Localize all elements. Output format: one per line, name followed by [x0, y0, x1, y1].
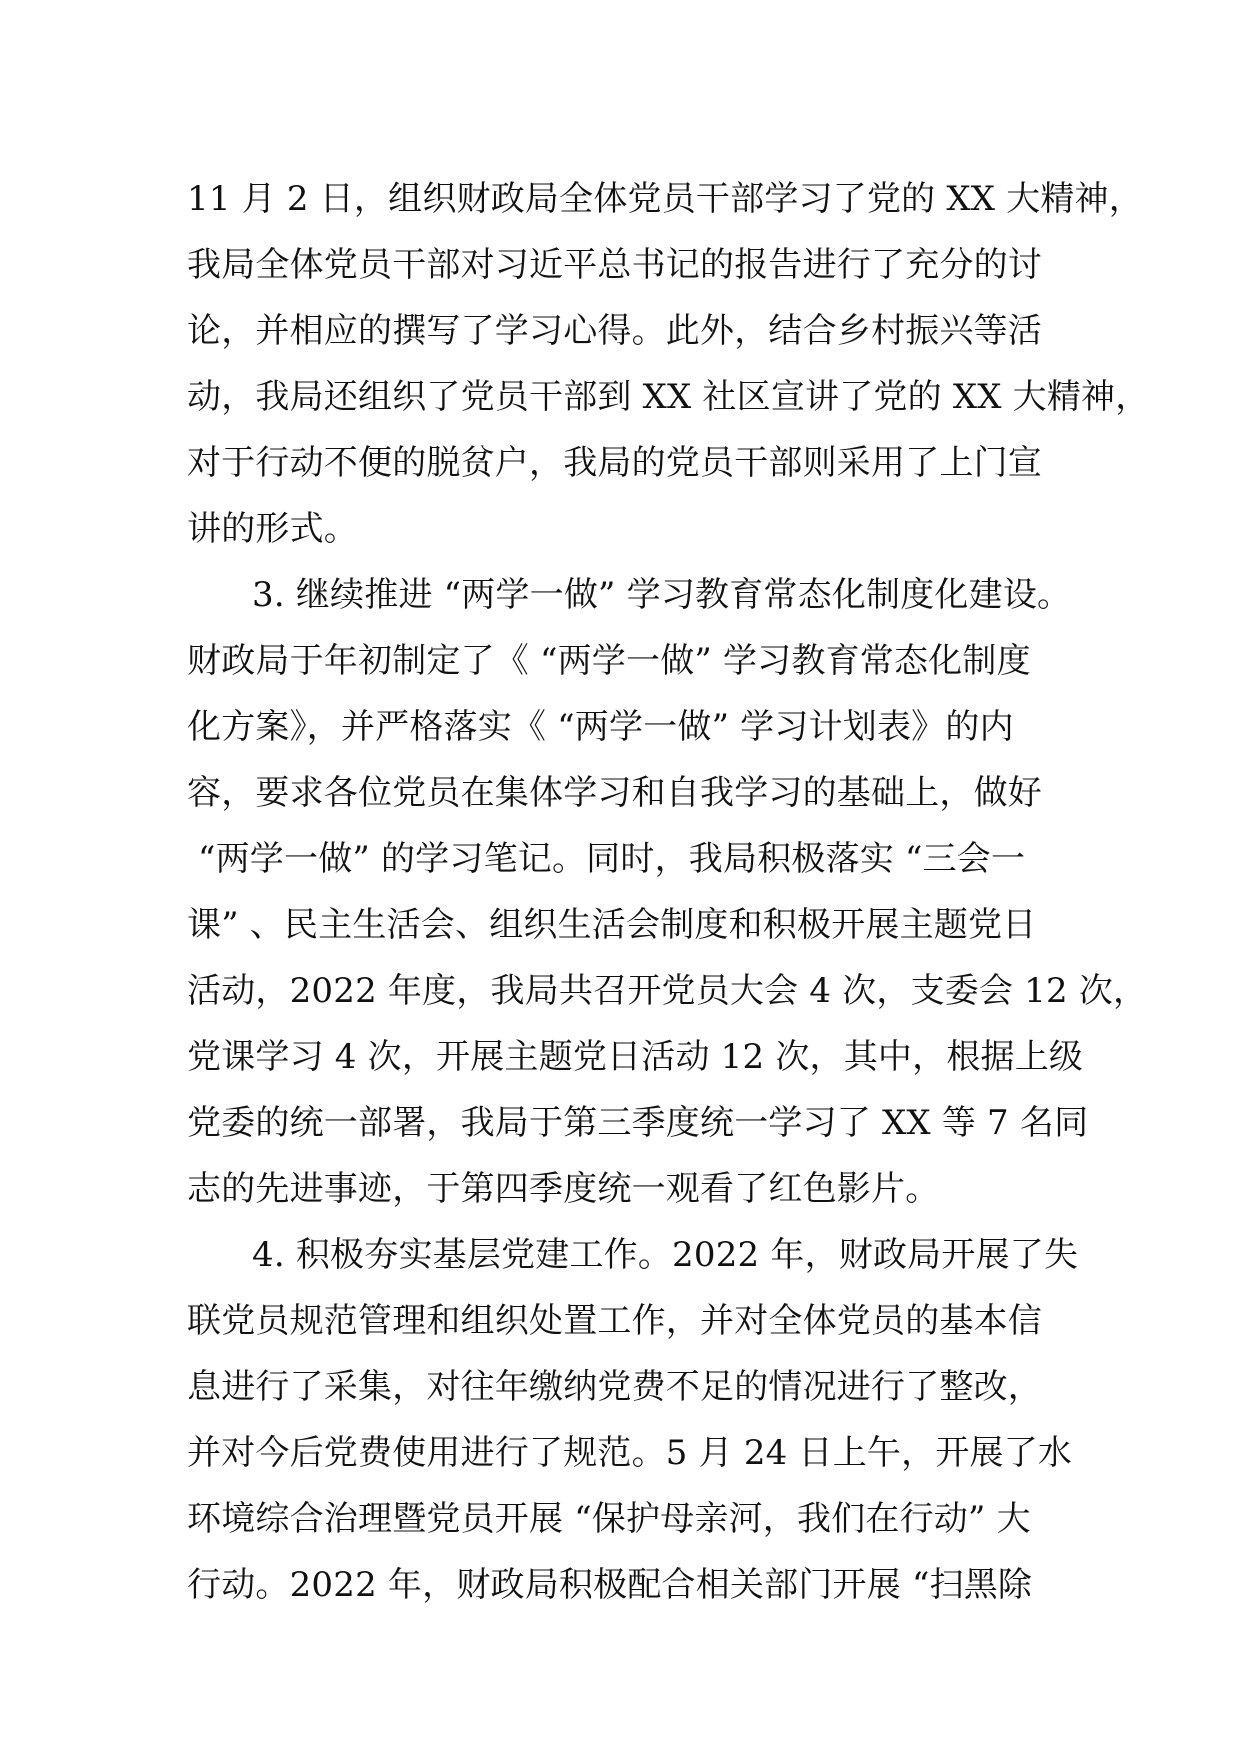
text-line-15: 党委的统一部署，我局于第三季度统一学习了 XX 等 7 名同 — [187, 1103, 1089, 1143]
paragraph-3-heading-line: 3. 继续推进 “两学一做” 学习教育常态化制度化建设。 — [252, 575, 1072, 615]
text-line-19: 息进行了采集，对往年缴纳党费不足的情况进行了整改， — [187, 1367, 1042, 1407]
text-line-11: “两学一做” 的学习笔记。同时，我局积极落实 “三会一 — [187, 839, 1026, 879]
text-line-6: 讲的形式。 — [187, 509, 358, 549]
text-line-12: 课” 、民主生活会、组织生活会制度和积极开展主题党日 — [187, 905, 1037, 945]
text-line-10: 容，要求各位党员在集体学习和自我学习的基础上，做好 — [187, 773, 1042, 813]
document-body — [187, 166, 1150, 1618]
text-line-14: 党课学习 4 次，开展主题党日活动 12 次，其中，根据上级 — [187, 1037, 1084, 1077]
text-line-4: 动，我局还组织了党员干部到 XX 社区宣讲了党的 XX 大精神， — [187, 377, 1150, 417]
text-line-5: 对于行动不便的脱贫户，我局的党员干部则采用了上门宣 — [187, 443, 1042, 483]
text-line-1: 11 月 2 日，组织财政局全体党员干部学习了党的 XX 大精神， — [187, 179, 1143, 219]
text-line-13: 活动，2022 年度，我局共召开党员大会 4 次，支委会 12 次， — [187, 971, 1148, 1011]
text-line-18: 联党员规范管理和组织处置工作，并对全体党员的基本信 — [187, 1301, 1042, 1341]
text-line-21: 环境综合治理暨党员开展 “保护母亲河，我们在行动” 大 — [187, 1499, 1031, 1539]
text-line-22: 行动。2022 年，财政局积极配合相关部门开展 “扫黑除 — [187, 1565, 1033, 1605]
text-line-9: 化方案》，并严格落实《 “两学一做” 学习计划表》的内 — [187, 707, 1014, 747]
paragraph-4-heading-line: 4. 积极夯实基层党建工作。2022 年，财政局开展了失 — [252, 1235, 1079, 1275]
text-line-2: 我局全体党员干部对习近平总书记的报告进行了充分的讨 — [187, 245, 1042, 285]
text-line-20: 并对今后党费使用进行了规范。5 月 24 日上午，开展了水 — [187, 1433, 1073, 1473]
text-line-3: 论，并相应的撰写了学习心得。此外，结合乡村振兴等活 — [187, 311, 1042, 351]
text-line-16: 志的先进事迹，于第四季度统一观看了红色影片。 — [187, 1169, 940, 1209]
text-line-8: 财政局于年初制定了《 “两学一做” 学习教育常态化制度 — [187, 641, 1031, 681]
